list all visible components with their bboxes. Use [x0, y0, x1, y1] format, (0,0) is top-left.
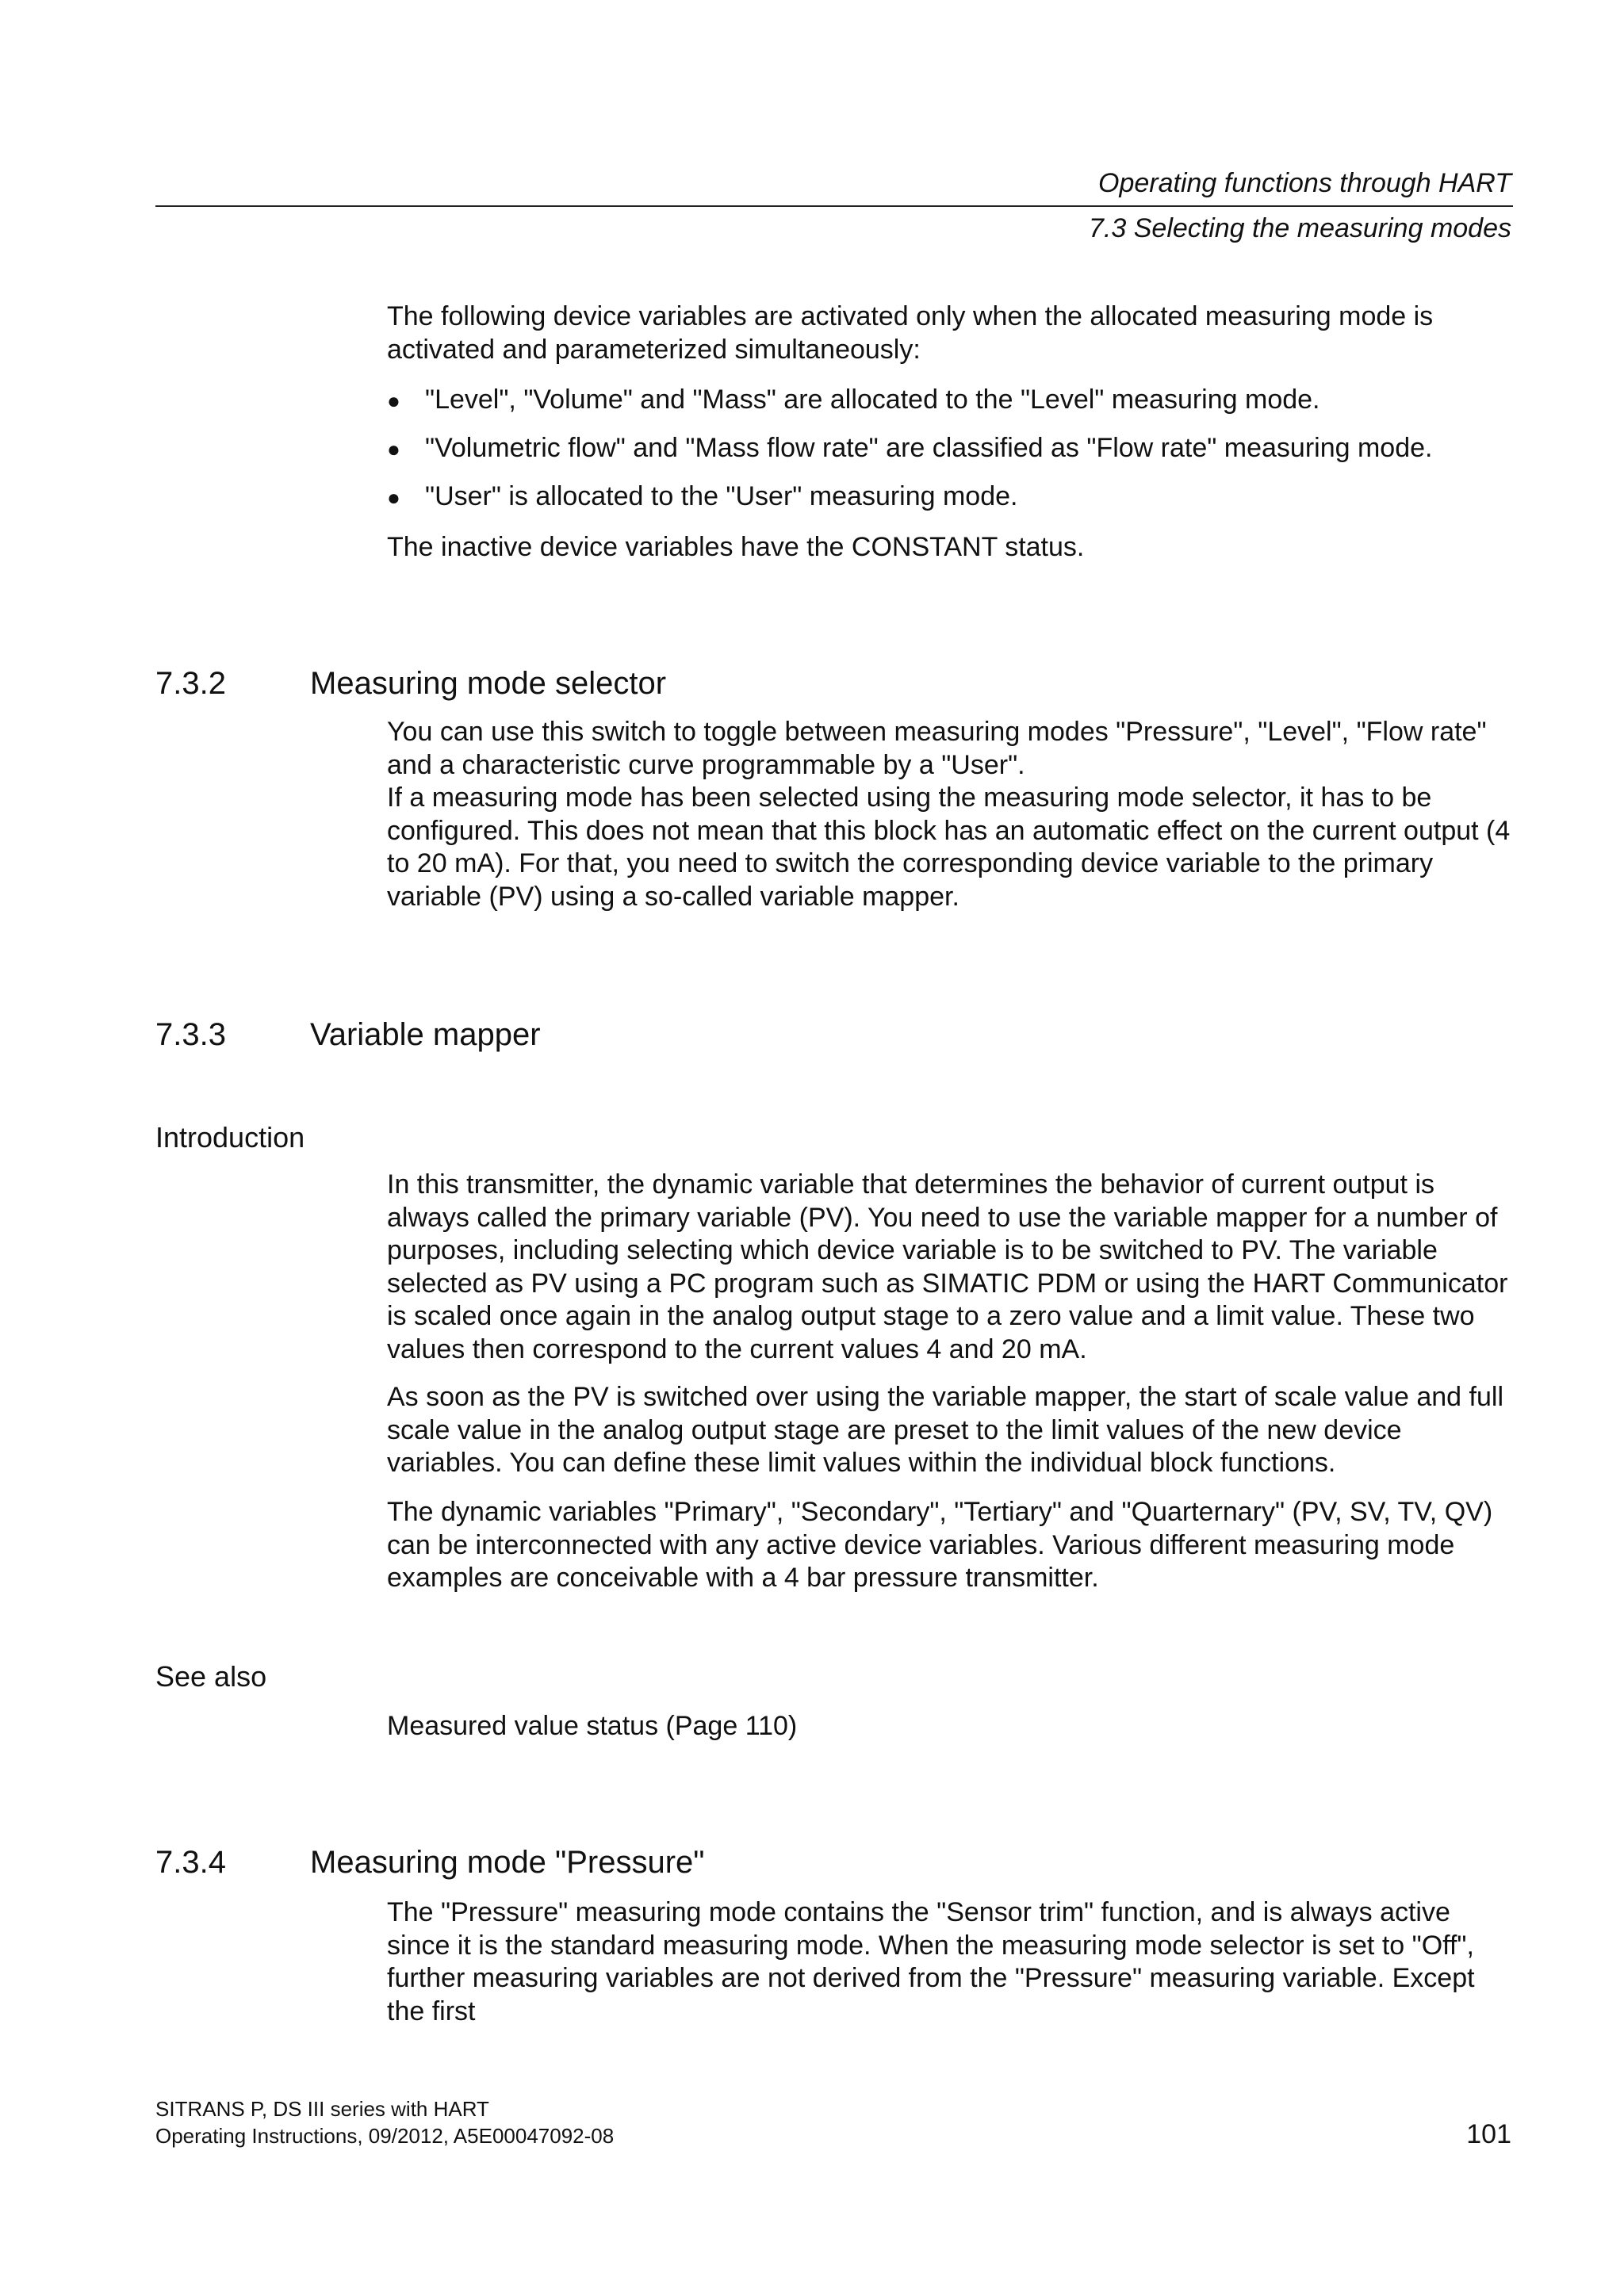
section-7-3-2-paragraph: You can use this switch to toggle between measuring modes "Pressure", "Level", "Flow rate" and a characteristic curve programmable by a "User".: [387, 717, 1487, 780]
section-number-7-3-2: 7.3.2: [155, 666, 226, 701]
subheading-introduction: Introduction: [155, 1121, 305, 1154]
list-item-text: "Level", "Volume" and "Mass" are allocated to the "Level" measuring mode.: [425, 385, 1320, 415]
list-item: [387, 480, 1513, 515]
variable-mapper-paragraph-3: The dynamic variables "Primary", "Secondary", "Tertiary" and "Quarternary" (PV, SV, TV, QV) can be interconnected with any active device variables. Various different measuring mode examples are conceivable with a 4 bar pressure transmitter.: [387, 1497, 1493, 1593]
section-number-7-3-3: 7.3.3: [155, 1017, 226, 1052]
section-title-measuring-mode-pressure: Measuring mode "Pressure": [310, 1845, 705, 1880]
header-chapter-title: Operating functions through HART: [1098, 168, 1511, 198]
page-number: 101: [1466, 2119, 1511, 2149]
bullet-icon: ●: [387, 485, 400, 510]
footer-product-line: SITRANS P, DS III series with HART: [155, 2097, 489, 2121]
section-title-measuring-mode-selector: Measuring mode selector: [310, 666, 667, 701]
subheading-see-also: See also: [155, 1660, 267, 1693]
see-also-link[interactable]: Measured value status (Page 110): [387, 1711, 798, 1741]
variable-mapper-paragraph-2: As soon as the PV is switched over using the variable mapper, the start of scale value and full scale value in the analog output stage are preset to the limit values of the new device variables. You can define these limit values within the individual block functions.: [387, 1382, 1503, 1478]
section-7-3-4-paragraph: The "Pressure" measuring mode contains the "Sensor trim" function, and is always active since it is the standard measuring mode. When the measuring mode selector is set to "Off", further measuring variables are not derived from the "Pressure" measuring variable. Except the first: [387, 1897, 1475, 2026]
bullet-icon: ●: [387, 388, 400, 413]
header-section-title: 7.3 Selecting the measuring modes: [1089, 213, 1511, 243]
variable-mapper-paragraph-1: In this transmitter, the dynamic variable that determines the behavior of current output is always called the primary variable (PV). You need to use the variable mapper for a number of purposes, including selecting which device variable is to be switched to PV. The variable selected as PV using a PC program such as SIMATIC PDM or using the HART Communicator is scaled once again in the analog output stage to a zero value and a limit value. These two values then correspond to the current values 4 and 20 mA.: [387, 1169, 1508, 1364]
bullet-icon: ●: [387, 437, 400, 461]
intro-closing-paragraph: The inactive device variables have the CONSTANT status.: [387, 532, 1085, 562]
list-item-text: "User" is allocated to the "User" measuring mode.: [425, 481, 1018, 511]
list-item: [387, 384, 1513, 418]
intro-lead-paragraph: The following device variables are activated only when the allocated measuring mode is activated and parameterized simultaneously:: [387, 301, 1434, 365]
section-number-7-3-4: 7.3.4: [155, 1845, 226, 1880]
header-rule: [155, 205, 1513, 207]
section-7-3-2-paragraph-2: If a measuring mode has been selected using the measuring mode selector, it has to be configured. This does not mean that this block has an automatic effect on the current output (4 to 20 mA). For that, you need to switch the corresponding device variable to the primary variable (PV) using a so-called variable mapper.: [387, 783, 1511, 912]
list-item: [387, 432, 1513, 466]
list-item-text: "Volumetric flow" and "Mass flow rate" are classified as "Flow rate" measuring mode.: [425, 433, 1433, 463]
footer-document-line: Operating Instructions, 09/2012, A5E00047092-08: [155, 2124, 615, 2148]
section-title-variable-mapper: Variable mapper: [310, 1017, 541, 1052]
